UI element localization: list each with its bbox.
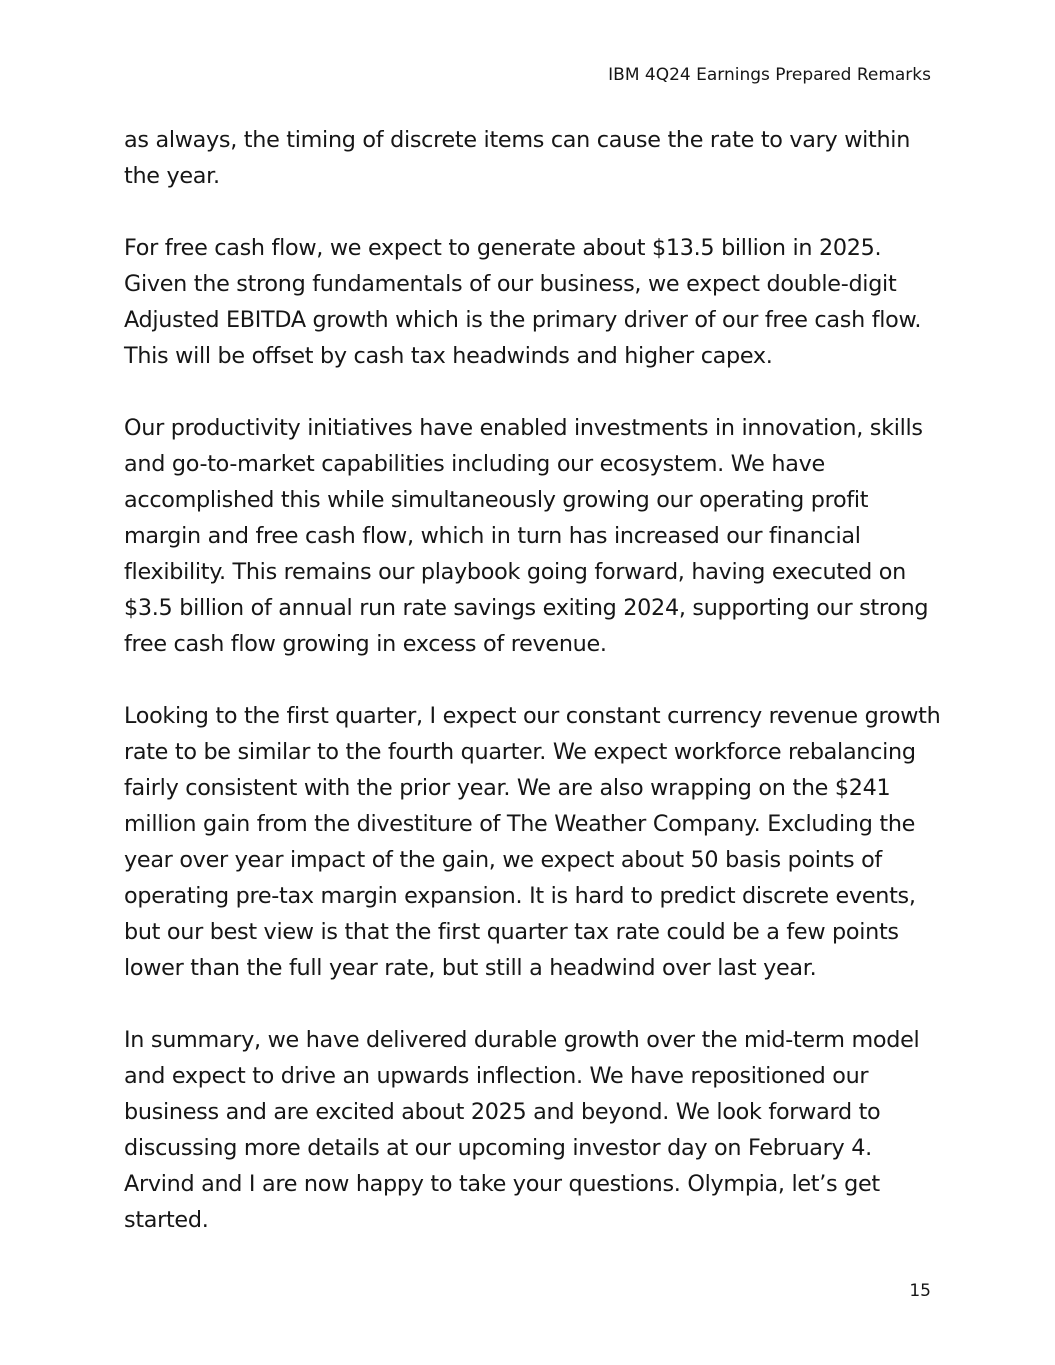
text-line: fairly consistent with the prior year. We are also wrapping on the $241 bbox=[124, 775, 891, 801]
text-line: Arvind and I are now happy to take your questions. Olympia, let’s get bbox=[124, 1171, 880, 1197]
document-body bbox=[124, 122, 939, 1274]
paragraph-first-quarter-outlook bbox=[124, 698, 939, 986]
text-line: operating pre-tax margin expansion. It is hard to predict discrete events, bbox=[124, 883, 916, 909]
text-line: Given the strong fundamentals of our business, we expect double-digit bbox=[124, 271, 897, 297]
page-number: 15 bbox=[909, 1281, 931, 1301]
paragraph-free-cash-flow bbox=[124, 230, 939, 374]
text-line: In summary, we have delivered durable growth over the mid-term model bbox=[124, 1027, 920, 1053]
page-header-title: IBM 4Q24 Earnings Prepared Remarks bbox=[608, 65, 931, 85]
text-line: million gain from the divestiture of The Weather Company. Excluding the bbox=[124, 811, 916, 837]
paragraph-tax-rate-continuation bbox=[124, 122, 939, 194]
text-line: For free cash flow, we expect to generate about $13.5 billion in 2025. bbox=[124, 235, 882, 261]
text-line: discussing more details at our upcoming investor day on February 4. bbox=[124, 1135, 872, 1161]
text-line: business and are excited about 2025 and beyond. We look forward to bbox=[124, 1099, 881, 1125]
text-line: but our best view is that the first quarter tax rate could be a few points bbox=[124, 919, 899, 945]
text-line: and go-to-market capabilities including our ecosystem. We have bbox=[124, 451, 825, 477]
text-line: Looking to the first quarter, I expect our constant currency revenue growth bbox=[124, 703, 941, 729]
text-line: Adjusted EBITDA growth which is the primary driver of our free cash flow. bbox=[124, 307, 922, 333]
text-line: Our productivity initiatives have enabled investments in innovation, skills bbox=[124, 415, 923, 441]
text-line: This will be offset by cash tax headwinds and higher capex. bbox=[124, 343, 773, 369]
text-line: lower than the full year rate, but still a headwind over last year. bbox=[124, 955, 817, 981]
paragraph-productivity bbox=[124, 410, 939, 662]
text-line: year over year impact of the gain, we expect about 50 basis points of bbox=[124, 847, 882, 873]
text-line: flexibility. This remains our playbook going forward, having executed on bbox=[124, 559, 906, 585]
text-line: as always, the timing of discrete items can cause the rate to vary within bbox=[124, 127, 911, 153]
text-line: rate to be similar to the fourth quarter. We expect workforce rebalancing bbox=[124, 739, 916, 765]
text-line: started. bbox=[124, 1207, 209, 1233]
paragraph-summary bbox=[124, 1022, 939, 1238]
text-line: and expect to drive an upwards inflection. We have repositioned our bbox=[124, 1063, 869, 1089]
text-line: the year. bbox=[124, 163, 220, 189]
text-line: free cash flow growing in excess of revenue. bbox=[124, 631, 607, 657]
text-line: $3.5 billion of annual run rate savings exiting 2024, supporting our strong bbox=[124, 595, 929, 621]
text-line: accomplished this while simultaneously growing our operating profit bbox=[124, 487, 869, 513]
text-line: margin and free cash flow, which in turn has increased our financial bbox=[124, 523, 861, 549]
